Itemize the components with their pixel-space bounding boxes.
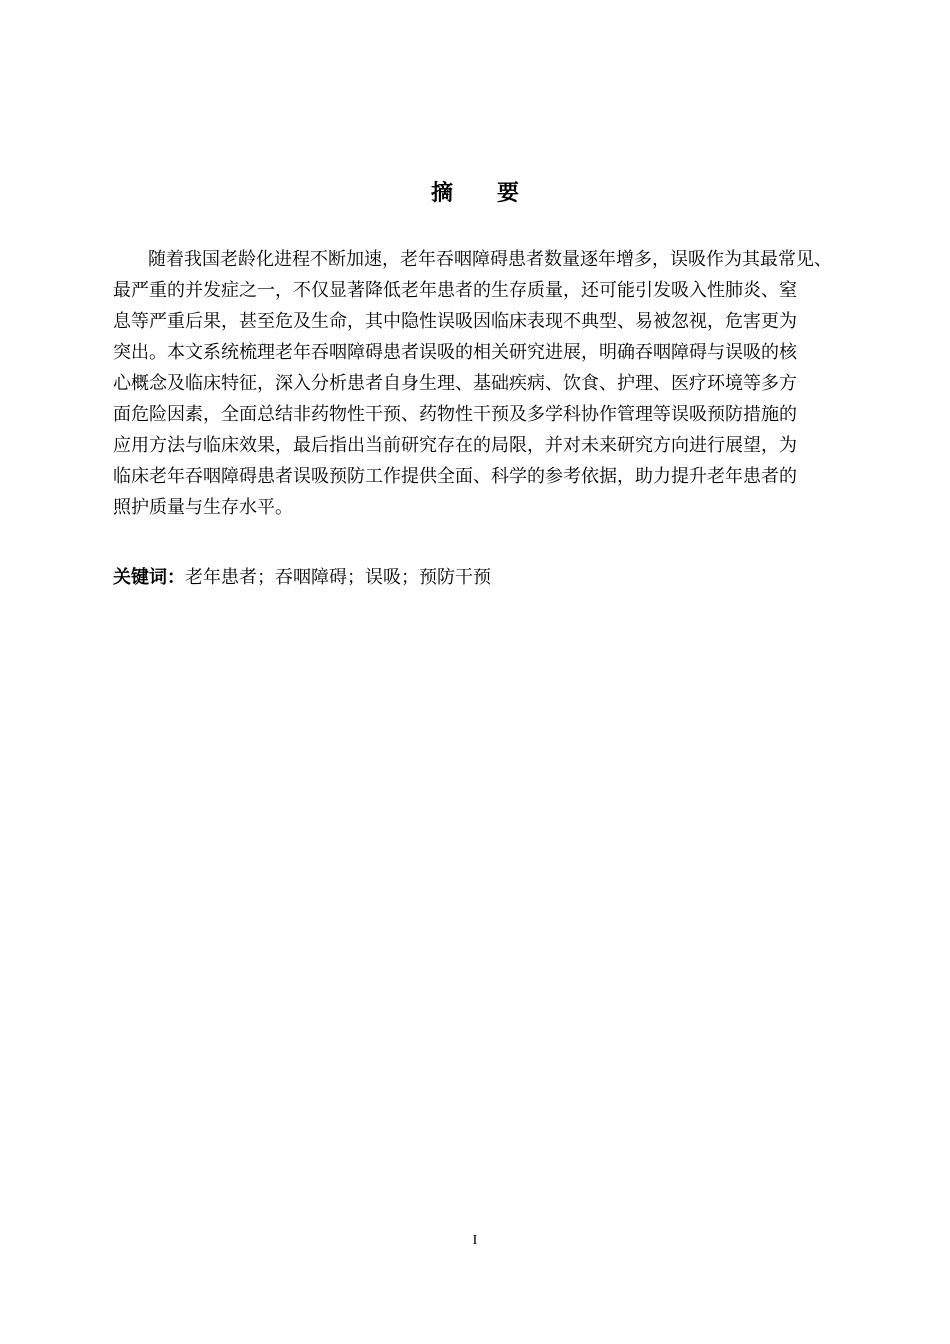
keywords-value: 老年患者；吞咽障碍；误吸；预防干预 (185, 567, 491, 588)
abstract-line: 随着我国老龄化进程不断加速，老年吞咽障碍患者数量逐年增多，误吸作为其最常见、 (148, 249, 832, 270)
abstract-line: 息等严重后果，甚至危及生命，其中隐性误吸因临床表现不典型、易被忽视，危害更为 (113, 311, 797, 332)
abstract-title (0, 179, 950, 209)
abstract-line: 最严重的并发症之一，不仅显著降低老年患者的生存质量，还可能引发吸入性肺炎、窒 (113, 280, 797, 301)
abstract-line: 心概念及临床特征，深入分析患者自身生理、基础疾病、饮食、护理、医疗环境等多方 (113, 373, 797, 394)
abstract-line: 应用方法与临床效果，最后指出当前研究存在的局限，并对未来研究方向进行展望，为 (113, 435, 797, 456)
abstract-title-char-2: 要 (497, 181, 520, 206)
abstract-line: 面危险因素，全面总结非药物性干预、药物性干预及多学科协作管理等误吸预防措施的 (113, 404, 797, 425)
keywords-label: 关键词： (113, 567, 185, 588)
abstract-line: 突出。本文系统梳理老年吞咽障碍患者误吸的相关研究进展，明确吞咽障碍与误吸的核 (113, 342, 797, 363)
abstract-line: 照护质量与生存水平。 (113, 497, 293, 518)
abstract-body (113, 244, 870, 523)
keywords-line (113, 565, 491, 591)
abstract-title-char-1: 摘 (430, 181, 453, 206)
abstract-line: 临床老年吞咽障碍患者误吸预防工作提供全面、科学的参考依据，助力提升老年患者的 (113, 466, 797, 487)
page-number: I (472, 1233, 478, 1248)
